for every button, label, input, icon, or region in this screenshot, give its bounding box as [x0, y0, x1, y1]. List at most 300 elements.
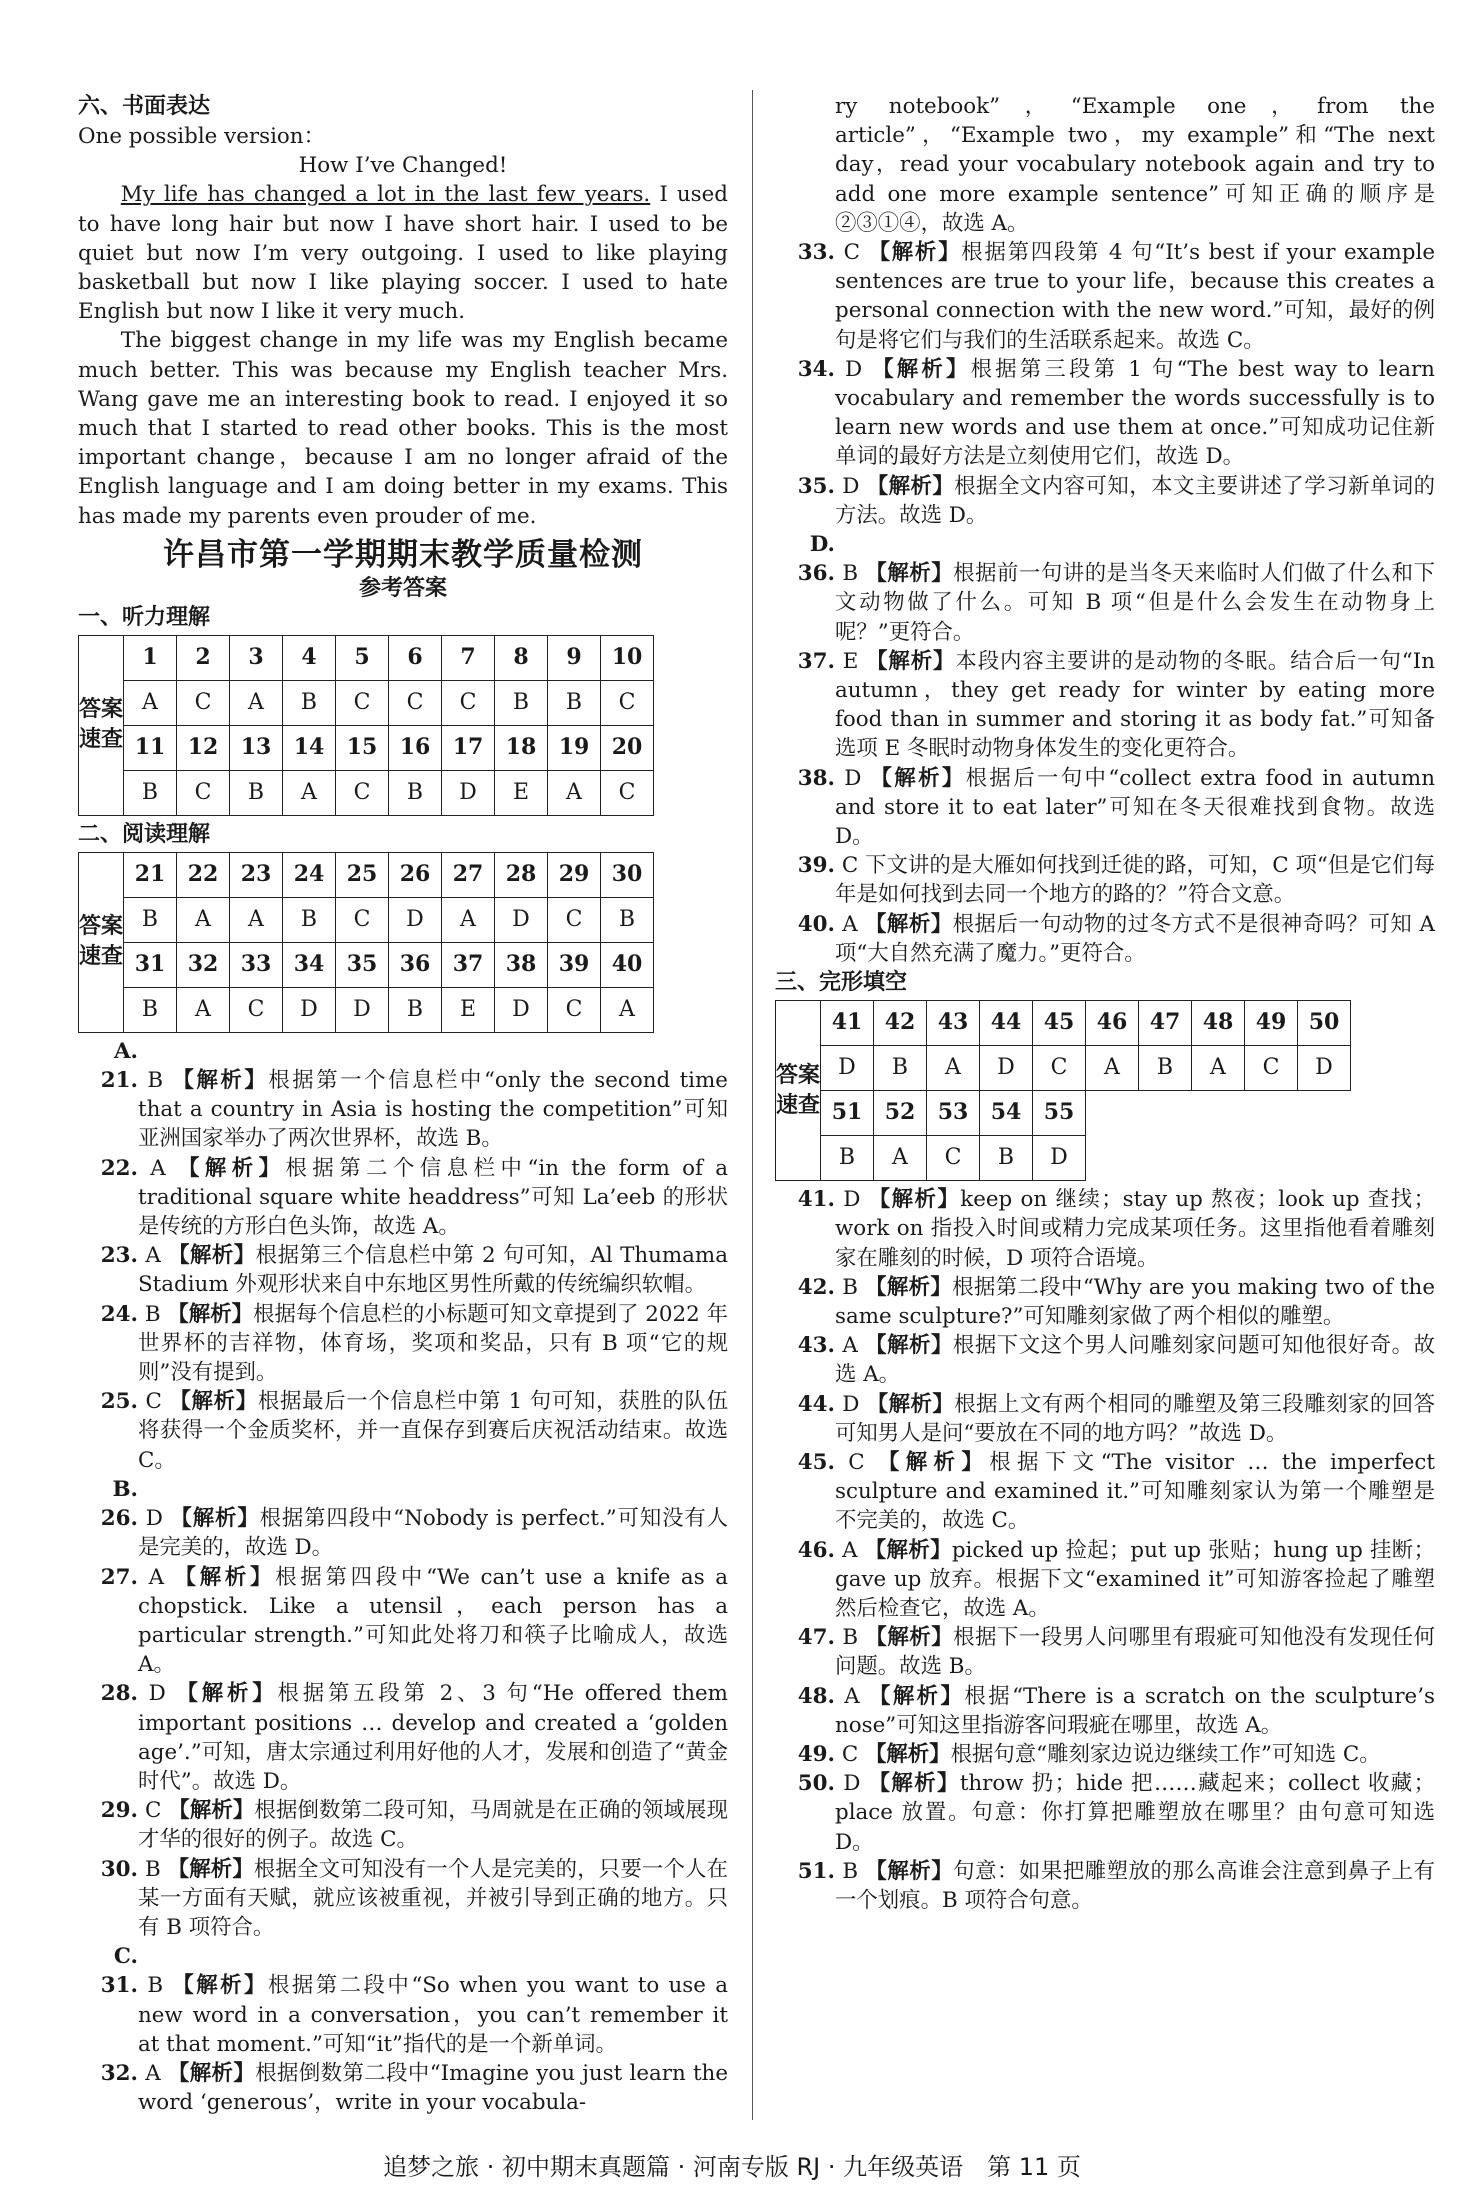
analysis-tag: 【解析】	[174, 1564, 276, 1590]
explanation-item	[78, 1241, 728, 1299]
question-number: 53	[927, 1091, 980, 1136]
answer-cell: C	[336, 680, 389, 725]
answer-table-label: 答案速查	[79, 635, 124, 815]
answer-cell: E	[495, 770, 548, 815]
analysis-tag: 【解析】	[866, 648, 956, 674]
answer-cell: C	[336, 897, 389, 942]
item-number: 50.	[797, 1771, 835, 1797]
item-number: 32.	[100, 2060, 138, 2086]
item-explanation-text: throw 扔；hide 把……藏起来；collect 收藏；place 放置。句意：你打算把雕塑放在哪里？由句意可知选 D。	[835, 1771, 1435, 1855]
explanation-item	[775, 238, 1435, 355]
answer-cell: C	[927, 1136, 980, 1181]
analysis-tag: 【解析】	[167, 1856, 254, 1882]
item-answer: D	[842, 473, 860, 499]
question-number: 26	[389, 852, 442, 897]
analysis-tag: 【解析】	[865, 1741, 951, 1767]
answer-cell: A	[230, 680, 283, 725]
essay-paragraph-2: The biggest change in my life was my English became much better. This was because my English teacher Mrs. Wang gave me an interesting book to read. I enjoyed it so much that I started to read other books. This is the most important change，because I am no longer afraid of the English language and I am doing better in my exams. This has made my parents even prouder of me.	[78, 328, 728, 529]
answer-cell: C	[548, 987, 601, 1032]
analysis-tag: 【解析】	[872, 356, 971, 382]
empty-cell	[1086, 1091, 1139, 1136]
exam-subtitle: 参考答案	[358, 575, 447, 601]
question-number: 55	[1033, 1091, 1086, 1136]
empty-cell	[1245, 1136, 1298, 1181]
question-number: 48	[1192, 1001, 1245, 1046]
analysis-tag: 【解析】	[865, 1333, 953, 1359]
item-explanation-text: 下文讲的是大雁如何找到迁徙的路，可知，C 项“但是它们每年是如何找到去同一个地方的路的？”符合文意。	[835, 853, 1435, 908]
empty-cell	[1192, 1091, 1245, 1136]
item-number: 22.	[100, 1155, 138, 1181]
answer-cell: D	[336, 987, 389, 1032]
item-number: 25.	[100, 1389, 138, 1415]
item-explanation-text: 根据第二段中“So when you want to use a new word in a conversation，you can’t remember it at that moment.”可知“it”指代的是一个新单词。	[138, 1973, 728, 2057]
item-number: 28.	[100, 1681, 138, 1707]
question-number: 33	[230, 942, 283, 987]
item-explanation-text: 句意：如果把雕塑放的那么高谁会注意到鼻子上有一个划痕。B 项符合句意。	[835, 1858, 1435, 1913]
analysis-tag: 【解析】	[864, 1537, 952, 1563]
answer-cell: A	[548, 770, 601, 815]
analysis-tag: 【解析】	[865, 1625, 954, 1651]
empty-cell	[1298, 1091, 1351, 1136]
explanation-item	[78, 1796, 728, 1854]
question-number: 16	[389, 725, 442, 770]
item-answer: E	[842, 648, 859, 674]
item-explanation-text: 根据第四段中“Nobody is perfect.”可知没有人是完美的，故选 D。	[138, 1506, 728, 1561]
item-answer: A	[842, 1537, 858, 1563]
explanation-item	[78, 1855, 728, 1943]
explanation-item	[775, 1331, 1435, 1389]
question-number: 45	[1033, 1001, 1086, 1046]
analysis-tag: 【解析】	[866, 1391, 955, 1417]
listening-heading: 一、听力理解	[78, 604, 211, 630]
answer-cell: A	[874, 1136, 927, 1181]
explanation-item	[78, 1300, 728, 1388]
item-answer: D	[148, 1681, 166, 1707]
item-explanation-text: 根据最后一个信息栏中第 1 句可知，获胜的队伍将获得一个金质奖杯，并一直保存到赛后庆祝活动结束。故选 C。	[138, 1389, 728, 1473]
question-number: 7	[442, 635, 495, 680]
question-number: 12	[177, 725, 230, 770]
item-explanation-text: 根据下一段男人问哪里有瑕疵可知他没有发现任何问题。故选 B。	[835, 1625, 1435, 1680]
answer-cell: E	[442, 987, 495, 1032]
answer-cell: D	[442, 770, 495, 815]
item-number: 38.	[797, 765, 835, 791]
question-number: 41	[821, 1001, 874, 1046]
explanation-item	[78, 1387, 728, 1475]
item-number: 29.	[100, 1798, 138, 1824]
question-number: 6	[389, 635, 442, 680]
analysis-tag: 【解析】	[178, 1155, 286, 1181]
item-explanation-text: 根据第一个信息栏中“only the second time that a country in Asia is hosting the competition”可知亚洲国家举办了两次世界杯，故选 B。	[138, 1068, 728, 1152]
question-number: 10	[601, 635, 654, 680]
right-column	[775, 92, 1435, 1915]
reading-explanations	[78, 1037, 728, 2118]
cloze-explanations	[775, 1185, 1435, 1915]
explanation-item	[775, 1536, 1435, 1624]
question-number: 49	[1245, 1001, 1298, 1046]
item-answer: C	[841, 853, 859, 879]
explanation-item	[775, 1390, 1435, 1448]
question-number: 39	[548, 942, 601, 987]
analysis-tag: 【解析】	[866, 473, 955, 499]
essay-paragraph-1	[78, 180, 728, 326]
answer-cell: C	[230, 987, 283, 1032]
empty-cell	[1245, 1091, 1298, 1136]
answer-cell: B	[821, 1136, 874, 1181]
item-answer: B	[842, 1625, 859, 1651]
analysis-tag: 【解析】	[868, 1187, 961, 1213]
question-number: 50	[1298, 1001, 1351, 1046]
explanation-item	[775, 910, 1435, 968]
question-number: 20	[601, 725, 654, 770]
answer-cell: C	[389, 680, 442, 725]
item-explanation-text: picked up 捡起；put up 张贴；hung up 挂断；gave up 放弃。根据下文“examined it”可知游客捡起了雕塑然后检查它，故选 A。	[835, 1537, 1435, 1621]
analysis-tag: 【解析】	[870, 765, 966, 791]
item-explanation-text: 根据倒数第二段可知，马周就是在正确的领域展现才华的很好的例子。故选 C。	[138, 1798, 728, 1853]
item-number: 46.	[797, 1537, 835, 1563]
answer-cell: B	[389, 987, 442, 1032]
writing-intro: One possible version：	[78, 124, 325, 149]
reading-explanations-continued	[775, 238, 1435, 968]
left-column	[78, 92, 728, 2117]
item-number: 39.	[797, 853, 835, 879]
explanation-item	[78, 1154, 728, 1242]
item-explanation-text: 根据第二个信息栏中“in the form of a traditional square white headdress”可知 La’eeb 的形状是传统的方形白色头饰，故选 A。	[138, 1155, 728, 1240]
question-number: 1	[124, 635, 177, 680]
answer-cell: C	[177, 680, 230, 725]
analysis-tag: 【解析】	[169, 1389, 258, 1415]
item-explanation-text: 根据第四段第 4 句“It’s best if your example sentences are true to your life，because this creates a personal connection with the new word.”可知，最好的例句是将它们与我们的生活联系起来。故选 C。	[835, 240, 1435, 353]
item-explanation-text: 根据句意“雕刻家边说边继续工作”可知选 C。	[950, 1741, 1381, 1767]
item-answer: B	[144, 1856, 161, 1882]
item-answer: C	[145, 1389, 162, 1415]
essay-topic-sentence: My life has changed a lot in the last few years.	[120, 182, 651, 208]
question-number: 2	[177, 635, 230, 680]
explanation-continuation: ry notebook”，“Example one，from the article”，“Example two，my example”和“The next day，read your vocabulary notebook again and try to add one more example sentence”可知正确的顺序是②③①④，故选 A。	[835, 94, 1435, 236]
cloze-heading: 三、完形填空	[775, 970, 908, 996]
answer-cell: C	[336, 770, 389, 815]
item-number: 34.	[797, 356, 835, 382]
answer-cell: B	[495, 680, 548, 725]
answer-cell: B	[230, 770, 283, 815]
answer-cell: C	[548, 897, 601, 942]
explanation-item	[775, 1448, 1435, 1536]
answer-cell: C	[601, 680, 654, 725]
explanation-item	[775, 1185, 1435, 1273]
item-answer: A	[844, 1683, 860, 1709]
analysis-tag: 【解析】	[865, 1858, 954, 1884]
analysis-tag: 【解析】	[168, 1243, 256, 1269]
question-number: 32	[177, 942, 230, 987]
item-number: 23.	[100, 1243, 138, 1269]
analysis-tag: 【解析】	[170, 1506, 260, 1532]
item-answer: A	[842, 911, 858, 937]
answer-cell: D	[980, 1046, 1033, 1091]
question-number: 52	[874, 1091, 927, 1136]
analysis-tag: 【解析】	[868, 240, 962, 266]
analysis-tag: 【解析】	[865, 911, 953, 937]
analysis-tag: 【解析】	[868, 1771, 960, 1797]
column-divider	[752, 90, 753, 2120]
item-number: 40.	[797, 911, 835, 937]
item-explanation-text: 根据第二段中“Why are you making two of the same sculpture?”可知雕刻家做了两个相似的雕塑。	[835, 1274, 1435, 1329]
explanation-item	[775, 647, 1435, 764]
item-answer: A	[145, 2060, 161, 2086]
question-number: 51	[821, 1091, 874, 1136]
cloze-answer-table	[775, 1000, 1351, 1181]
answer-cell: B	[1139, 1046, 1192, 1091]
question-number: 8	[495, 635, 548, 680]
answer-cell: A	[927, 1046, 980, 1091]
reading-answer-table	[78, 852, 654, 1033]
answer-cell: D	[283, 987, 336, 1032]
item-explanation-text: 根据每个信息栏的小标题可知文章提到了 2022 年世界杯的吉祥物，体育场，奖项和奖品，只有 B 项“它的规则”没有提到。	[138, 1301, 728, 1386]
item-number: B. 26.	[100, 1476, 138, 1532]
explanation-item	[775, 1769, 1435, 1857]
item-answer: D	[843, 1771, 861, 1797]
item-answer: A	[150, 1155, 166, 1181]
question-number: 37	[442, 942, 495, 987]
item-answer: D	[145, 1506, 163, 1532]
item-answer: D	[845, 356, 863, 382]
item-number: 44.	[797, 1391, 835, 1417]
item-answer: B	[144, 1301, 161, 1327]
item-answer: A	[148, 1564, 165, 1590]
item-answer: B	[842, 1858, 859, 1884]
question-number: 21	[124, 852, 177, 897]
item-explanation-text: 根据倒数第二段中“Imagine you just learn the word ‘generous’，write in your vocabula-	[138, 2060, 728, 2116]
item-answer: D	[842, 1391, 860, 1417]
item-answer: B	[147, 1973, 164, 1999]
item-number: 51.	[797, 1858, 835, 1884]
answer-cell: B	[980, 1136, 1033, 1181]
item-answer: B	[842, 561, 859, 587]
item-answer: C	[841, 1741, 859, 1767]
explanation-item	[775, 1623, 1435, 1681]
item-answer: A	[145, 1243, 161, 1269]
item-explanation-text: 根据第四段中“We can’t use a knife as a chopstick. Like a utensil，each person has a particular strength.”可知此处将刀和筷子比喻成人，故选 A。	[138, 1564, 728, 1678]
explanation-item	[775, 1740, 1435, 1769]
answer-cell: B	[283, 897, 336, 942]
analysis-tag: 【解析】	[868, 1683, 965, 1709]
exam-title: 许昌市第一学期期末教学质量检测	[163, 536, 643, 573]
question-number: 31	[124, 942, 177, 987]
explanation-item	[78, 2059, 728, 2117]
analysis-tag: 【解析】	[172, 1973, 268, 1999]
answer-cell: B	[548, 680, 601, 725]
answer-cell: A	[177, 897, 230, 942]
explanation-item	[775, 1857, 1435, 1915]
answer-table-label: 答案速查	[776, 1001, 821, 1181]
item-explanation-text: 根据前一句讲的是当冬天来临时人们做了什么和下文动物做了什么。可知 B 项“但是什么会发生在动物身上呢？”更符合。	[835, 561, 1435, 645]
question-number: 29	[548, 852, 601, 897]
question-number: 35	[336, 942, 389, 987]
item-number: 41.	[797, 1187, 835, 1213]
question-number: 3	[230, 635, 283, 680]
analysis-tag: 【解析】	[172, 1068, 269, 1094]
page-footer: 追梦之旅 · 初中期末真题篇 · 河南专版 RJ · 九年级英语 第 11 页	[383, 2153, 1081, 2181]
question-number: 36	[389, 942, 442, 987]
answer-cell: A	[177, 987, 230, 1032]
item-number: 37.	[797, 648, 835, 674]
empty-cell	[1192, 1136, 1245, 1181]
answer-cell: C	[442, 680, 495, 725]
answer-cell: C	[1245, 1046, 1298, 1091]
analysis-tag: 【解析】	[167, 2060, 256, 2086]
question-number: 34	[283, 942, 336, 987]
answer-cell: D	[495, 897, 548, 942]
item-explanation-text: 根据第三个信息栏中第 2 句可知，Al Thumama Stadium 外观形状来自中东地区男性所戴的传统编织软帽。	[138, 1243, 728, 1298]
question-number: 46	[1086, 1001, 1139, 1046]
item-number: 47.	[797, 1625, 835, 1651]
item-answer: B	[842, 1274, 858, 1300]
answer-cell: B	[874, 1046, 927, 1091]
item-answer: D	[844, 765, 862, 791]
listening-answer-table	[78, 635, 654, 816]
answer-cell: B	[283, 680, 336, 725]
item-explanation-text: 根据后一句动物的过冬方式不是很神奇吗？可知 A 项“大自然充满了魔力。”更符合。	[835, 911, 1435, 966]
answer-cell: D	[1033, 1136, 1086, 1181]
explanation-item	[775, 355, 1435, 472]
answer-cell: D	[389, 897, 442, 942]
item-explanation-text: 根据全文内容可知，本文主要讲述了学习新单词的方法。故选 D。	[835, 473, 1435, 528]
answer-cell: C	[177, 770, 230, 815]
answer-cell: A	[1086, 1046, 1139, 1091]
item-answer: C	[843, 240, 860, 266]
explanation-item	[775, 1682, 1435, 1740]
answer-cell: A	[124, 680, 177, 725]
answer-cell: B	[124, 897, 177, 942]
answer-cell: A	[283, 770, 336, 815]
answer-cell: A	[601, 987, 654, 1032]
item-number: D. 36.	[797, 532, 835, 587]
analysis-tag: 【解析】	[877, 1449, 990, 1475]
question-number: 44	[980, 1001, 1033, 1046]
item-number: 48.	[797, 1683, 835, 1709]
explanation-item	[775, 1273, 1435, 1331]
item-number: 42.	[797, 1274, 835, 1300]
item-number: 24.	[100, 1301, 138, 1327]
question-number: 9	[548, 635, 601, 680]
item-explanation-text: 根据上文有两个相同的雕塑及第三段雕刻家的回答可知男人是问“要放在不同的地方吗？”故选 D。	[835, 1391, 1435, 1446]
answer-cell: D	[821, 1046, 874, 1091]
item-explanation-text: keep on 继续；stay up 熬夜；look up 查找；work on 指投入时间或精力完成某项任务。这里指他看着雕刻家在雕刻的时候，D 项符合语境。	[835, 1187, 1435, 1271]
reading-heading: 二、阅读理解	[78, 821, 211, 847]
item-number: 43.	[797, 1333, 835, 1359]
answer-cell: C	[1033, 1046, 1086, 1091]
question-number: 5	[336, 635, 389, 680]
item-number: 45.	[797, 1449, 835, 1475]
empty-cell	[1139, 1136, 1192, 1181]
question-number: 17	[442, 725, 495, 770]
answer-cell: A	[230, 897, 283, 942]
analysis-tag: 【解析】	[167, 1301, 254, 1327]
question-number: 11	[124, 725, 177, 770]
item-number: 27.	[100, 1564, 138, 1590]
item-answer: C	[144, 1798, 162, 1824]
explanation-item	[78, 1037, 728, 1154]
answer-cell: C	[601, 770, 654, 815]
answer-cell: A	[1192, 1046, 1245, 1091]
explanation-item	[775, 472, 1435, 530]
question-number: 23	[230, 852, 283, 897]
explanation-item	[78, 1475, 728, 1563]
item-explanation-text: 根据第三段第 1 句“The best way to learn vocabulary and remember the words successfully is to learn new words and use them at once.”可知成功记住新单词的最好方法是立刻使用它们，故选 D。	[835, 356, 1435, 470]
item-explanation-text: 根据全文可知没有一个人是完美的，只要一个人在某一方面有天赋，就应该被重视，并被引导到正确的地方。只有 B 项符合。	[138, 1856, 728, 1940]
question-number: 28	[495, 852, 548, 897]
question-number: 38	[495, 942, 548, 987]
question-number: 27	[442, 852, 495, 897]
item-answer: D	[843, 1187, 861, 1213]
item-explanation-text: 根据下文“The visitor … the imperfect sculpture and examined it.”可知雕刻家认为第一个雕塑是不完美的，故选 C。	[835, 1449, 1435, 1534]
answer-cell: D	[1298, 1046, 1351, 1091]
empty-cell	[1086, 1136, 1139, 1181]
explanation-item	[78, 1679, 728, 1796]
question-number: 24	[283, 852, 336, 897]
explanation-item	[775, 764, 1435, 852]
answer-cell: B	[124, 770, 177, 815]
item-number: 35.	[797, 473, 835, 499]
item-explanation-text: 根据第五段第 2、3 句“He offered them important positions … develop and created a ‘golden age’.”可知，唐太宗通过利用好他的人才，发展和创造了“黄金时代”。故选 D。	[138, 1681, 728, 1794]
answer-table-label: 答案速查	[79, 852, 124, 1032]
writing-heading: 六、书面表达	[78, 94, 211, 119]
answer-cell: D	[495, 987, 548, 1032]
item-number: 33.	[797, 240, 835, 266]
explanation-item	[775, 851, 1435, 909]
essay-p1-rest: I used to have long hair but now I have short hair. I used to be quiet but now I’m very outgoing. I used to like playing basketball but now I like playing soccer. I used to hate English but now I like it very much.	[78, 182, 728, 325]
item-number: 49.	[797, 1741, 835, 1767]
item-number: C. 31.	[100, 1944, 138, 1999]
analysis-tag: 【解析】	[168, 1798, 255, 1824]
question-number: 4	[283, 635, 336, 680]
empty-cell	[1298, 1136, 1351, 1181]
question-number: 42	[874, 1001, 927, 1046]
item-number: 30.	[100, 1856, 138, 1882]
analysis-tag: 【解析】	[865, 561, 954, 587]
question-number: 22	[177, 852, 230, 897]
analysis-tag: 【解析】	[865, 1274, 953, 1300]
essay-title: How I’ve Changed!	[298, 153, 508, 179]
item-answer: C	[848, 1449, 865, 1475]
answer-cell: B	[389, 770, 442, 815]
explanation-item	[78, 1563, 728, 1680]
item-answer: B	[147, 1068, 164, 1094]
explanation-item	[78, 1942, 728, 2059]
question-number: 43	[927, 1001, 980, 1046]
item-explanation-text: 根据“There is a scratch on the sculpture’s nose”可知这里指游客问瑕疵在哪里，故选 A。	[835, 1683, 1435, 1738]
answer-cell: B	[124, 987, 177, 1032]
question-number: 47	[1139, 1001, 1192, 1046]
item-explanation-text: 根据后一句中“collect extra food in autumn and store it to eat later”可知在冬天很难找到食物。故选 D。	[835, 765, 1435, 850]
item-number: A. 21.	[100, 1038, 138, 1094]
question-number: 30	[601, 852, 654, 897]
analysis-tag: 【解析】	[176, 1681, 278, 1707]
answer-cell: B	[601, 897, 654, 942]
item-explanation-text: 根据下文这个男人问雕刻家问题可知他很好奇。故选 A。	[835, 1333, 1435, 1388]
question-number: 19	[548, 725, 601, 770]
question-number: 25	[336, 852, 389, 897]
explanation-item	[775, 530, 1435, 647]
question-number: 14	[283, 725, 336, 770]
question-number: 18	[495, 725, 548, 770]
item-answer: A	[842, 1333, 858, 1359]
question-number: 54	[980, 1091, 1033, 1136]
empty-cell	[1139, 1091, 1192, 1136]
item-explanation-text: 本段内容主要讲的是动物的冬眠。结合后一句“In autumn，they get ready for winter by eating more food than in summer and storing it as body fat.”可知备选项 E 冬眠时动物身体发生的变化更符合。	[835, 648, 1435, 762]
question-number: 40	[601, 942, 654, 987]
question-number: 13	[230, 725, 283, 770]
answer-cell: A	[442, 897, 495, 942]
question-number: 15	[336, 725, 389, 770]
